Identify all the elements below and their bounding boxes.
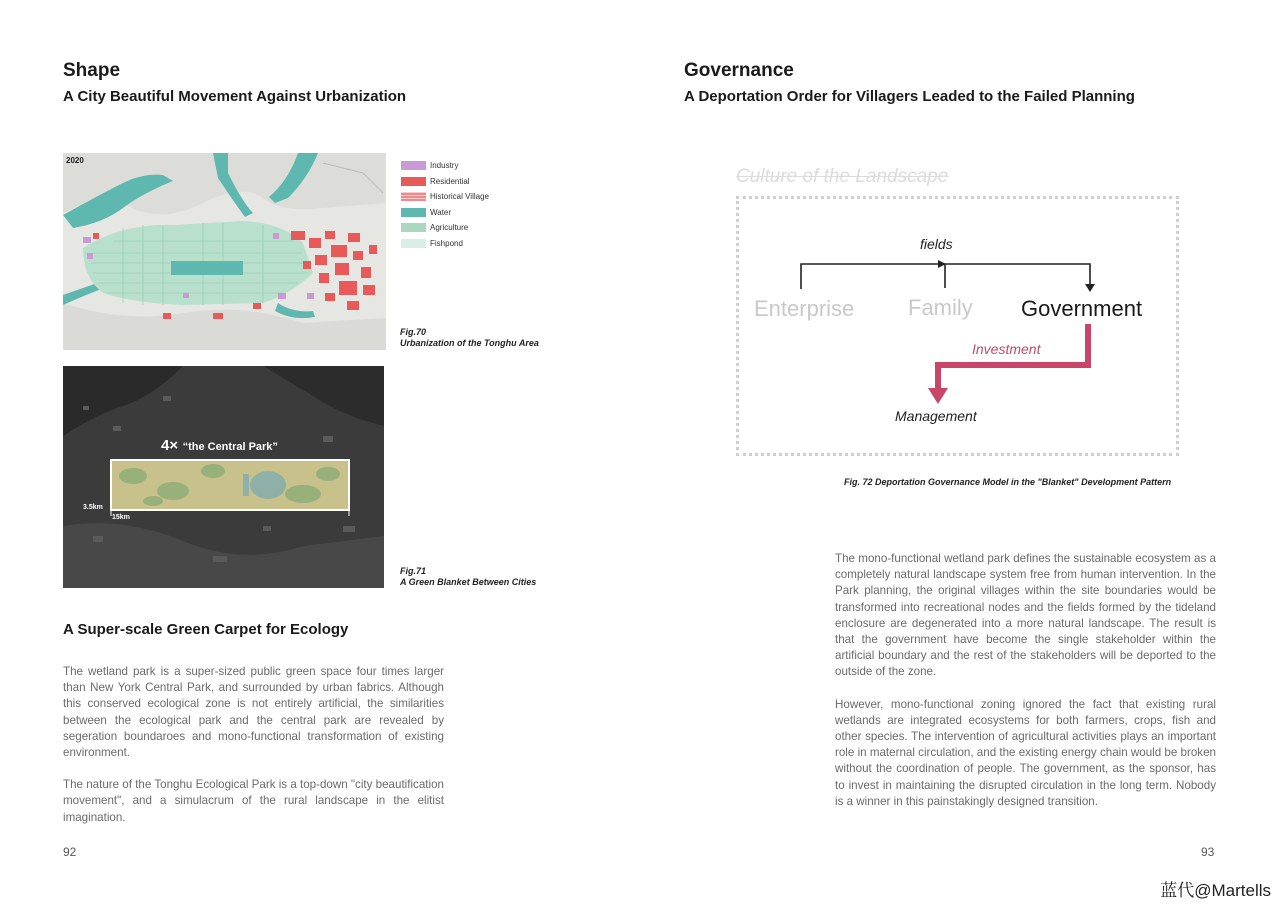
legend-label: Water bbox=[430, 207, 452, 217]
fig71-number: Fig.71 bbox=[400, 566, 427, 576]
height-dimension: 3.5km bbox=[83, 504, 103, 511]
urbanization-map bbox=[63, 153, 386, 350]
investment-arrowhead bbox=[928, 388, 948, 404]
legend-item bbox=[401, 205, 489, 221]
fig70-number: Fig.70 bbox=[400, 327, 427, 337]
legend-swatch-fishpond bbox=[401, 239, 426, 248]
legend-item bbox=[401, 174, 489, 190]
fig70-caption bbox=[400, 327, 539, 349]
right-subtitle: A Deportation Order for Villagers Leaded to the Failed Planning bbox=[684, 88, 1135, 105]
left-body bbox=[63, 664, 444, 826]
legend-item bbox=[401, 189, 489, 205]
central-park-label bbox=[161, 437, 278, 455]
legend-swatch-historical-village bbox=[401, 192, 426, 201]
central-park-text: “the Central Park” bbox=[182, 441, 278, 453]
right-title: Governance bbox=[684, 60, 794, 81]
fig71-text: A Green Blanket Between Cities bbox=[400, 577, 537, 587]
section-heading: A Super-scale Green Carpet for Ecology bbox=[63, 621, 349, 638]
left-title: Shape bbox=[63, 60, 121, 81]
left-subtitle: A City Beautiful Movement Against Urbanization bbox=[63, 88, 407, 105]
right-page bbox=[640, 0, 1279, 904]
multiplier-label: 4× bbox=[161, 437, 179, 454]
legend-label: Residential bbox=[430, 176, 470, 186]
paragraph: The nature of the Tonghu Ecological Park is a top-down "city beautification movement", and a simulacrum of the rural landscape in the elitist imagination. bbox=[63, 778, 444, 824]
paragraph: The mono-functional wetland park defines the sustainable ecosystem as a completely natural landscape system free from human intervention. In the Park planning, the original villages within the site boundaries would be transformed into recreational nodes and the fields formed by the tideland enclosure are degenerated into a more natural landscape. The result is that the government have become the single stakeholder within the artificial boundary and the rest of the stakeholders will be deported to the outside of the zone. bbox=[835, 552, 1216, 679]
investment-label: Investment bbox=[972, 341, 1041, 357]
fields-label: fields bbox=[920, 236, 953, 252]
legend-swatch-water bbox=[401, 208, 426, 217]
paragraph: However, mono-functional zoning ignored the fact that existing rural wetlands are integrated ecosystems for both farmers, crops, fish and other species. The intervention of agricultural activities plays an important role in maternal circulation, and the existing energy chain would be broken without the coordination of people. The government, as the sponsor, has to invest in maintaining the disrupted circulation in the long term. Nobody is a winner in this painstakingly designed transition. bbox=[835, 697, 1216, 808]
management-label: Management bbox=[895, 408, 977, 424]
fields-arrowhead-government bbox=[1085, 284, 1095, 292]
paragraph: The wetland park is a super-sized public green space four times larger than New York Central Park, and surrounded by urban fabrics. Although this conserved ecological zone is not entirely artificial, the similarities between the ecological park and the central park are revealed by segeration boundaroes and mono-functional transformation of existing environment. bbox=[63, 665, 444, 760]
governance-diagram bbox=[736, 160, 1186, 460]
map-legend bbox=[401, 158, 489, 251]
fig71-caption bbox=[400, 566, 536, 588]
map-graphic bbox=[63, 153, 386, 350]
satellite-image bbox=[63, 366, 384, 588]
legend-item bbox=[401, 236, 489, 252]
width-dimension: 15km bbox=[112, 514, 130, 521]
legend-label: Fishpond bbox=[430, 238, 463, 248]
legend-label: Agriculture bbox=[430, 223, 469, 233]
legend-label: Industry bbox=[430, 161, 459, 171]
fig70-text: Urbanization of the Tonghu Area bbox=[400, 338, 539, 348]
right-body bbox=[835, 551, 1216, 810]
legend-item bbox=[401, 158, 489, 174]
page-number-right: 93 bbox=[1201, 845, 1215, 859]
fig72-caption: Fig. 72 Deportation Governance Model in the "Blanket" Development Pattern bbox=[844, 477, 1172, 487]
page-number-left: 92 bbox=[63, 845, 77, 859]
government-node: Government bbox=[1021, 296, 1143, 321]
legend-swatch-residential bbox=[401, 177, 426, 186]
legend-swatch-industry bbox=[401, 161, 426, 170]
watermark: 蓝代@Martells bbox=[1160, 881, 1271, 900]
map-year: 2020 bbox=[66, 156, 84, 165]
legend-item bbox=[401, 220, 489, 236]
satellite-graphic bbox=[63, 366, 384, 588]
legend-swatch-agriculture bbox=[401, 223, 426, 232]
ghost-title: Culture of the Landscape bbox=[736, 166, 949, 187]
investment-arrow bbox=[938, 324, 1088, 390]
legend-label: Historical Village bbox=[430, 192, 489, 202]
family-node: Family bbox=[908, 295, 973, 320]
enterprise-node: Enterprise bbox=[754, 296, 855, 321]
